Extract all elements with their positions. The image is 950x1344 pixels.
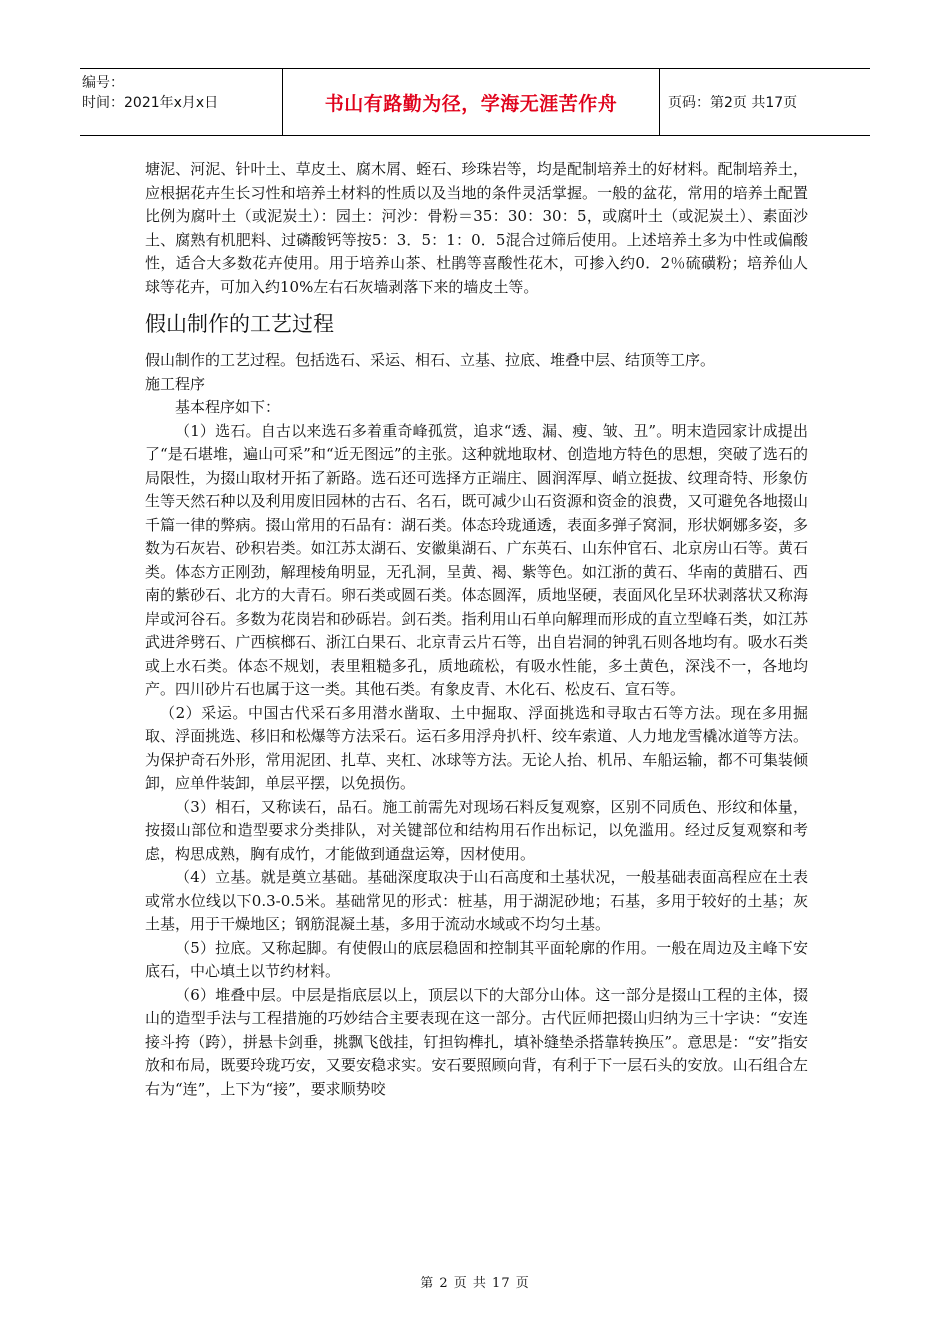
- step-2-paragraph: （2）采运。中国古代采石多用潜水凿取、土中掘取、浮面挑选和寻取古石等方法。现在多用掘取、浮面挑选、移旧和松爆等方法采石。运石多用浮舟扒杆、绞车索道、人力地龙雪橇冰道等方法。为保护奇石外形，常用泥团、扎草、夹杠、冰球等方法。无论人抬、机吊、车船运输，都不可集装倾卸，应单件装卸，单层平摆，以免损伤。: [145, 703, 808, 792]
- step-6-paragraph: （6）堆叠中层。中层是指底层以上，顶层以下的大部分山体。这一部分是掇山工程的主体，掇山的造型手法与工程措施的巧妙结合主要表现在这一部分。古代匠师把掇山归纳为三十字诀：“安连接斗挎（跨），拼悬卡剑垂，挑飘飞戗挂，钉担钩榫扎，填补缝垫杀搭靠转换压”。意思是：“安”指安放和布局，既要玲珑巧安，又要安稳求实。安石要照顾向背，有利于下一层石头的安放。山石组合左右为“连”，上下为“接”，要求顺势咬: [145, 985, 808, 1098]
- page-footer: 第 2 页 共 17 页: [420, 1276, 530, 1291]
- number-label: 编号：: [82, 75, 124, 91]
- section-title: 假山制作的工艺过程: [145, 312, 334, 336]
- basic-procedure: 基本程序如下：: [175, 398, 281, 416]
- subheading: 施工程序: [145, 374, 206, 393]
- intro-paragraph: 塘泥、河泥、针叶土、草皮土、腐木屑、蛭石、珍珠岩等，均是配制培养土的好材料。配制培养土，应根据花卉生长习性和培养土材料的性质以及当地的条件灵活掌握。一般的盆花，常用的培养土配置比例为腐叶土（或泥炭土）：园土：河沙：骨粉＝35：30：30：5，或腐叶土（或泥炭土）、素面沙土、腐熟有机肥料、过磷酸钙等按5：3．5：1：0．5混合过筛后使用。上述培养土多为中性或偏酸性，适合大多数花卉使用。用于培养山茶、杜鹃等喜酸性花木，可掺入约0．2％硫磺粉；培养仙人球等花卉，可加入约10%左右石灰墙剥落下来的墙皮土等。: [145, 160, 808, 296]
- time-label: 时间：2021年x月x日: [82, 95, 219, 111]
- header-page-info: 页码：第2页 共17页: [668, 95, 798, 111]
- header-motto: 书山有路勤为径，学海无涯苦作舟: [324, 92, 618, 115]
- step-1-paragraph: （1）选石。自古以来选石多着重奇峰孤赏，追求“透、漏、瘦、皱、丑”。明末造园家计成提出了“是石堪堆，遍山可采”和“近无图远”的主张。这种就地取材、创造地方特色的思想，突破了选石的局限性，为掇山取材开拓了新路。选石还可选择方正端庄、圆润浑厚、峭立挺拔、纹理奇特、形象仿生等天然石种以及利用废旧园林的古石、名石，既可减少山石资源和资金的浪费，又可避免各地掇山千篇一律的弊病。掇山常用的石品有：湖石类。体态玲珑通透，表面多弹子窝洞，形状婀娜多姿，多数为石灰岩、砂积岩类。如江苏太湖石、安徽巢湖石、广东英石、山东仲官石、北京房山石等。黄石类。体态方正刚劲，解理棱角明显，无孔洞，呈黄、褐、紫等色。如江浙的黄石、华南的黄腊石、西南的紫砂石、北方的大青石。卵石类或圆石类。体态圆浑，质地坚硬，表面风化呈环状剥落状又称海岸或河谷石。多数为花岗岩和砂砾岩。剑石类。指利用山石单向解理而形成的直立型峰石类，如江苏武进斧劈石、广西槟榔石、浙江白果石、北京青云片石等，出自岩洞的钟乳石则各地均有。吸水石类或上水石类。体态不规划，表里粗糙多孔，质地疏松，有吸水性能，多土黄色，深浅不一，各地均产。四川砂片石也属于这一类。其他石类。有象皮青、木化石、松皮石、宣石等。: [145, 421, 808, 698]
- header-meta: [80, 69, 282, 135]
- page-header: [80, 68, 870, 136]
- step-3-paragraph: （3）相石，又称读石，品石。施工前需先对现场石料反复观察，区别不同质色、形纹和体量，按掇山部位和造型要求分类排队，对关键部位和结构用石作出标记，以免滥用。经过反复观察和考虑，构思成熟，胸有成竹，才能做到通盘运筹，因材使用。: [145, 797, 808, 863]
- step-5-paragraph: （5）拉底。又称起脚。有使假山的底层稳固和控制其平面轮廓的作用。一般在周边及主峰下安底石，中心填土以节约材料。: [145, 938, 808, 980]
- document-body: [145, 158, 808, 1101]
- step-4-paragraph: （4）立基。就是奠立基础。基础深度取决于山石高度和土基状况，一般基础表面高程应在土表或常水位线以下0.3-0.5米。基础常见的形式：桩基，用于湖泥砂地；石基，多用于较好的土基；灰土基，用于干燥地区；钢筋混凝土基，多用于流动水域或不均匀土基。: [145, 868, 808, 933]
- section-summary: 假山制作的工艺过程。包括选石、采运、相石、立基、拉底、堆叠中层、结顶等工序。: [145, 351, 716, 369]
- header-motto-cell: [282, 69, 660, 135]
